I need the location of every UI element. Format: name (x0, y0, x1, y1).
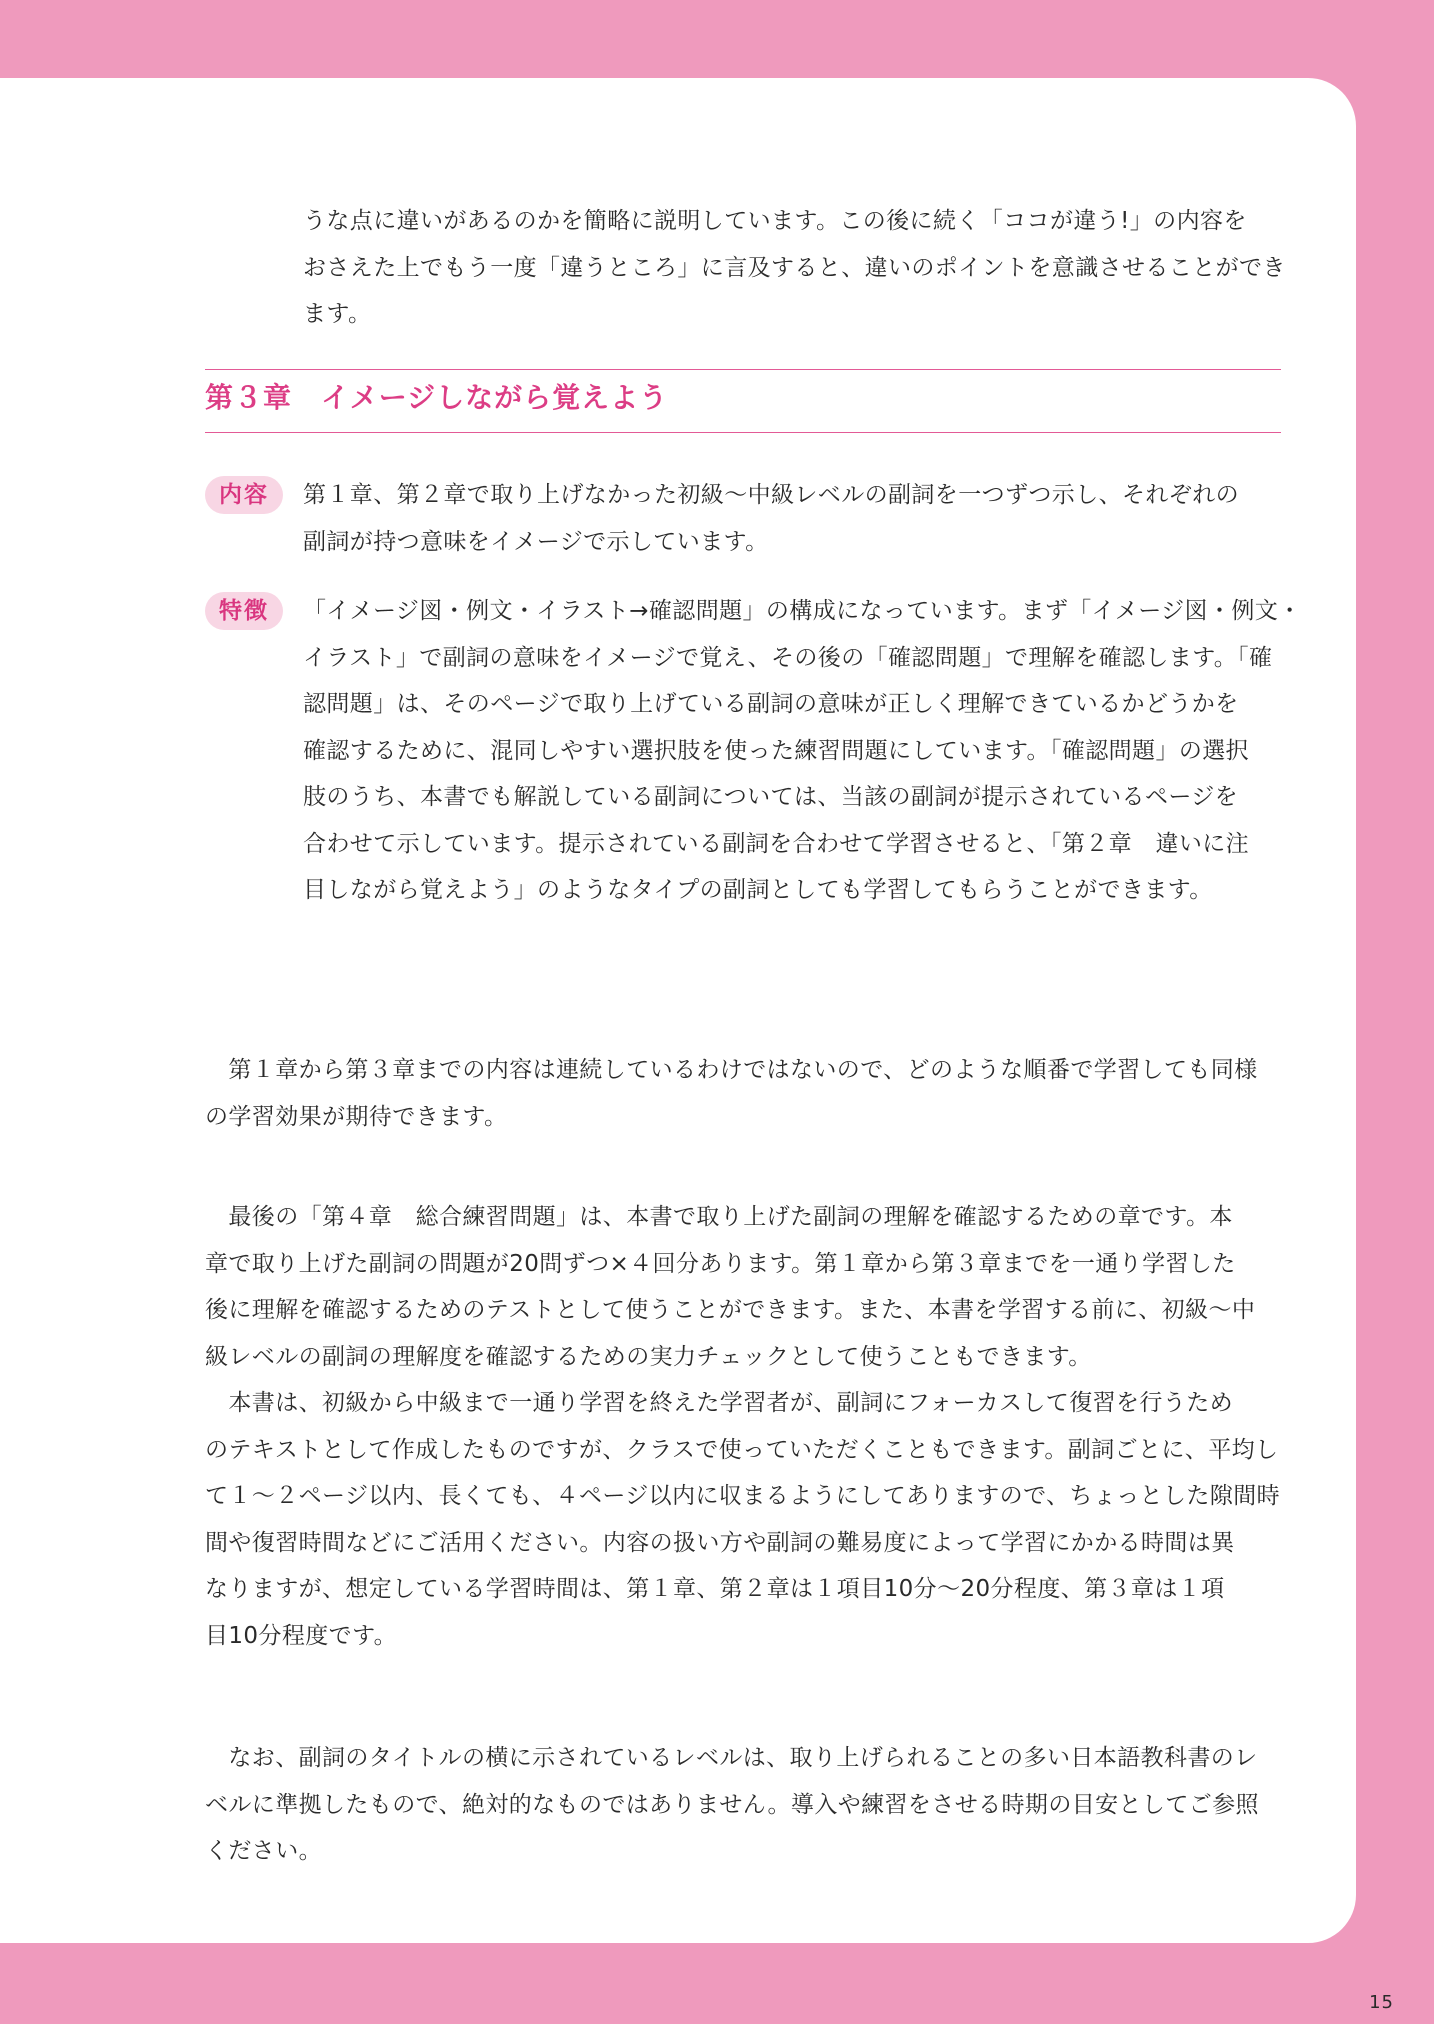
text-line: ます。 (303, 301, 372, 327)
heading-top-rule (205, 369, 1281, 370)
chapter-heading: 第３章 イメージしながら覚えよう (205, 381, 669, 414)
text-line: 本書は、初級から中級まで一通り学習を終えた学習者が、副詞にフォーカスして復習を行うため (205, 1390, 1233, 1416)
body-paragraph-2 (205, 1194, 1280, 1659)
text-line: なりますが、想定している学習時間は、第１章、第２章は１項目10分～20分程度、第３章は１項 (205, 1576, 1225, 1602)
text-line: 確認するために、混同しやすい選択肢を使った練習問題にしています。「確認問題」の選択 (303, 737, 1250, 764)
text-line: うな点に違いがあるのかを簡略に説明しています。この後に続く「ココが違う!」の内容を (303, 208, 1247, 234)
text-line: 章で取り上げた副詞の問題が20問ずつ×４回分あります。第１章から第３章までを一通り学習した (205, 1250, 1236, 1277)
features-description (303, 588, 1302, 914)
content-badge: 内容 (205, 476, 283, 514)
text-line: イラスト」で副詞の意味をイメージで覚え、その後の「確認問題」で理解を確認します。「確 (303, 644, 1273, 671)
body-paragraph-1 (205, 1047, 1258, 1140)
text-line: 「イメージ図・例文・イラスト→確認問題」の構成になっています。まず「イメージ図・例文・ (303, 598, 1302, 624)
text-line: 目10分程度です。 (205, 1622, 398, 1649)
content-description (303, 472, 1239, 565)
text-line: おさえた上でもう一度「違うところ」に言及すると、違いのポイントを意識させることができ (303, 254, 1286, 281)
text-line: 第１章、第２章で取り上げなかった初級～中級レベルの副詞を一つずつ示し、それぞれの (303, 482, 1239, 508)
page-sheet (0, 78, 1356, 1943)
text-line: 認問題」は、そのページで取り上げている副詞の意味が正しく理解できているかどうかを (303, 691, 1239, 717)
body-paragraph-3 (205, 1735, 1259, 1875)
text-line: 副詞が持つ意味をイメージで示しています。 (303, 528, 769, 555)
text-line: 級レベルの副詞の理解度を確認するための実力チェックとして使うこともできます。 (205, 1343, 1092, 1370)
text-line: て１～２ページ以内、長くても、４ページ以内に収まるようにしてありますので、ちょっとした隙間時 (205, 1483, 1281, 1509)
text-line: 最後の「第４章 総合練習問題」は、本書で取り上げた副詞の理解を確認するための章です。本 (205, 1204, 1233, 1230)
features-badge: 特徴 (205, 592, 283, 630)
text-line: 肢のうち、本書でも解説している副詞については、当該の副詞が提示されているページを (303, 784, 1239, 810)
text-line: 間や復習時間などにご活用ください。内容の扱い方や副詞の難易度によって学習にかかる時間は異 (205, 1529, 1235, 1556)
text-line: のテキストとして作成したものですが、クラスで使っていただくこともできます。副詞ごとに、平均し (205, 1436, 1279, 1463)
text-line: 後に理解を確認するためのテストとして使うことができます。また、本書を学習する前に、初級～中 (205, 1297, 1256, 1323)
text-line: 第１章から第３章までの内容は連続しているわけではないので、どのような順番で学習しても同様 (205, 1057, 1258, 1083)
text-line: の学習効果が期待できます。 (205, 1103, 508, 1130)
text-line: ベルに準拠したもので、絶対的なものではありません。導入や練習をさせる時期の目安としてご参照 (205, 1791, 1259, 1818)
text-line: なお、副詞のタイトルの横に示されているレベルは、取り上げられることの多い日本語教科書のレ (205, 1745, 1258, 1771)
text-line: 合わせて示しています。提示されている副詞を合わせて学習させると、「第２章 違いに注 (303, 830, 1250, 857)
text-line: ください。 (205, 1838, 322, 1864)
intro-paragraph (303, 198, 1286, 338)
page-number: 15 (1369, 1992, 1394, 2013)
heading-bottom-rule (205, 432, 1281, 433)
text-line: 目しながら覚えよう」のようなタイプの副詞としても学習してもらうことができます。 (303, 877, 1213, 903)
